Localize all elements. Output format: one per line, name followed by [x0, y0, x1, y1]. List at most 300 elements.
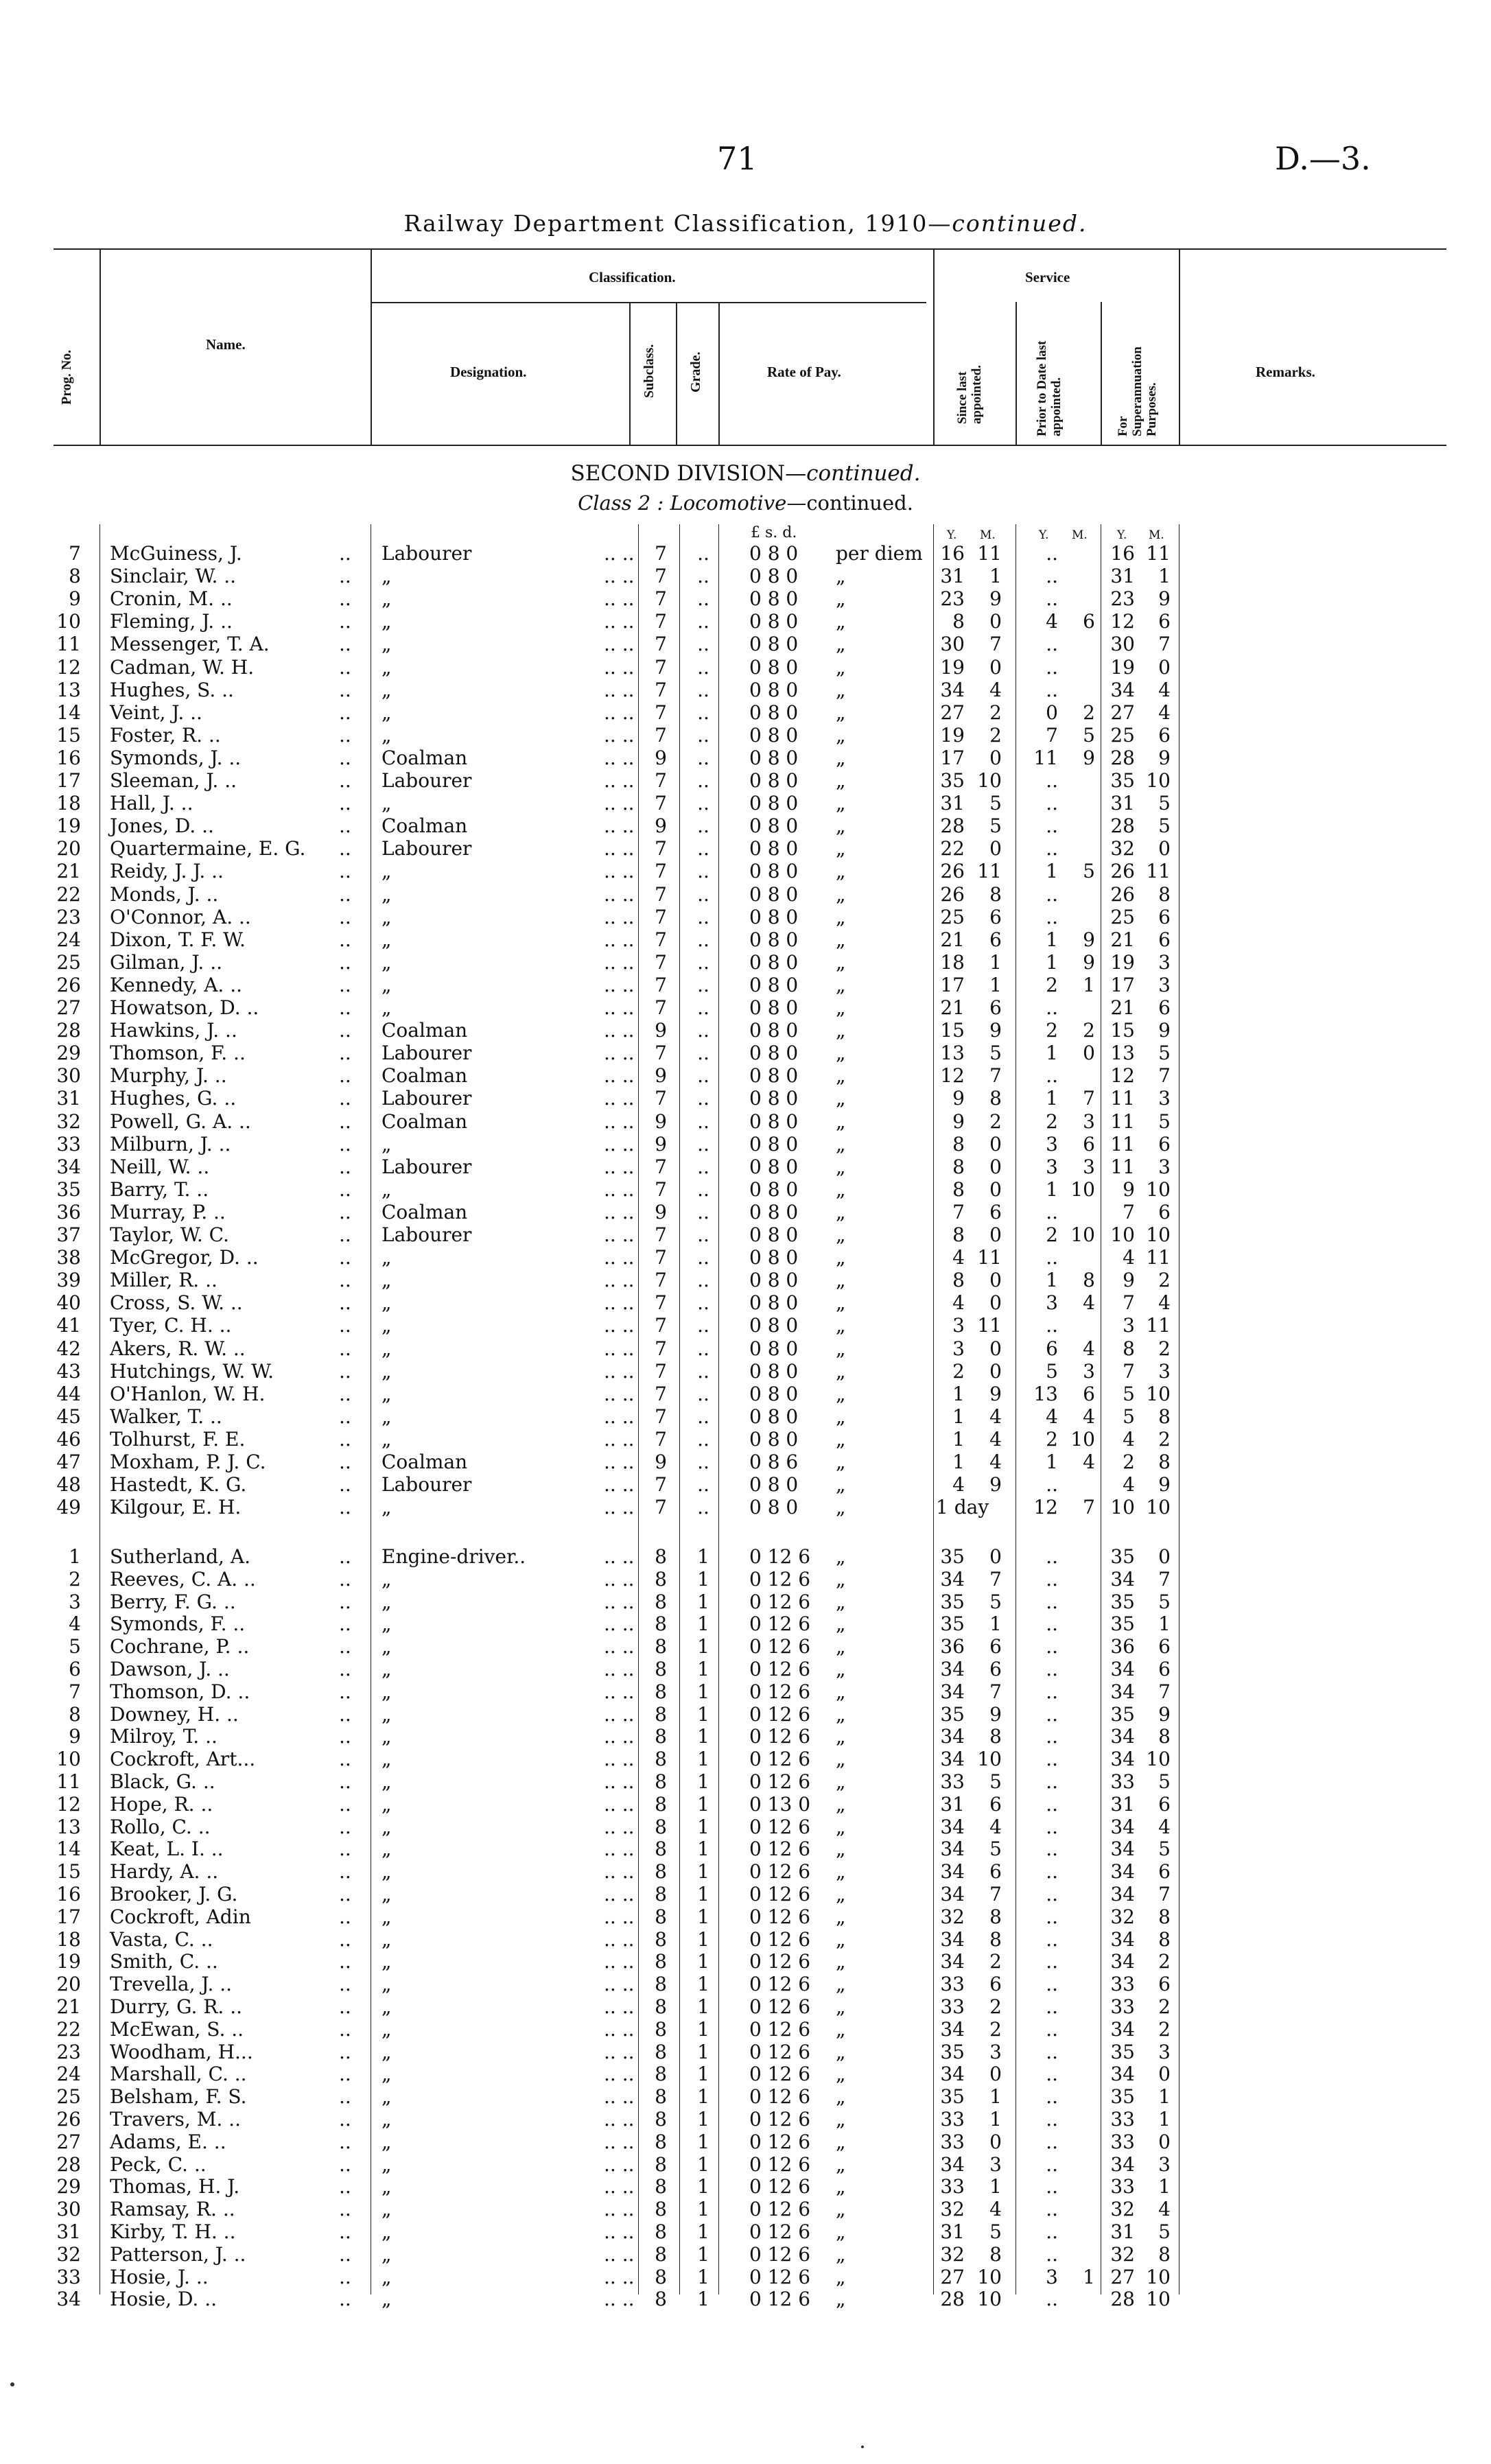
since-last-years: 33 — [940, 1995, 965, 2018]
prior-years: 1 — [1046, 1087, 1058, 1110]
since-last-months: 9 — [989, 1473, 1002, 1497]
prog-no: 5 — [69, 1635, 81, 1658]
super-months: 7 — [1158, 1567, 1171, 1591]
name: Hosie, D. .. — [110, 2288, 218, 2311]
prog-no: 41 — [56, 1314, 81, 1337]
name: Miller, R. .. — [110, 1269, 218, 1292]
leader-dots: .. .. — [604, 610, 635, 633]
leader-dots: .. .. — [604, 1382, 635, 1405]
name: Smith, C. .. — [110, 1950, 218, 1973]
pay-period: „ — [836, 950, 846, 974]
designation: „ — [381, 610, 392, 633]
pay-period: „ — [836, 701, 846, 724]
grade: .. — [697, 701, 709, 724]
prior-years: .. — [1046, 2288, 1058, 2311]
rate-of-pay: 0 12 6 — [749, 1883, 811, 1905]
pay-period: „ — [836, 1635, 846, 1658]
leader-dots: .. — [339, 2265, 351, 2288]
prior-years: .. — [1046, 2152, 1058, 2176]
prior-years: .. — [1046, 1658, 1058, 1680]
leader-dots: .. .. — [604, 1680, 635, 1703]
prior-months: 4 — [1083, 1451, 1095, 1473]
grade: .. — [697, 723, 709, 747]
since-last-months: 8 — [989, 882, 1002, 906]
super-months: 4 — [1158, 701, 1171, 724]
since-last-years: 8 — [952, 1132, 965, 1155]
since-last-years: 8 — [952, 1155, 965, 1178]
rate-of-pay: 0 12 6 — [749, 2040, 811, 2063]
header-divider — [718, 302, 720, 445]
leader-dots: .. .. — [604, 1200, 635, 1223]
prior-years: .. — [1046, 1635, 1058, 1658]
pay-period: „ — [836, 1291, 846, 1315]
since-last-years: 8 — [952, 1269, 965, 1292]
super-months: 9 — [1158, 587, 1171, 611]
super-months: 4 — [1158, 2198, 1171, 2221]
designation: „ — [381, 1725, 392, 1748]
section-title — [0, 461, 1491, 486]
subclass: 7 — [655, 1155, 667, 1178]
designation: Labourer — [381, 837, 472, 860]
super-months: 10 — [1146, 2288, 1171, 2311]
rate-of-pay: 0 8 0 — [749, 1110, 799, 1133]
super-years: 34 — [1110, 1725, 1135, 1748]
designation: „ — [381, 2220, 392, 2243]
name: Hughes, S. .. — [110, 678, 234, 701]
since-last-years: 34 — [940, 2063, 965, 2086]
rate-of-pay: 0 8 0 — [749, 792, 799, 815]
since-last-months: 0 — [989, 837, 1002, 860]
since-last-years: 27 — [940, 701, 965, 724]
rate-of-pay: 0 8 0 — [749, 1200, 799, 1223]
subclass: 7 — [655, 792, 667, 815]
since-last-months-unit: M. — [980, 528, 996, 542]
prior-months-unit: M. — [1072, 528, 1088, 542]
name: McEwan, S. .. — [110, 2017, 244, 2041]
prior-years: .. — [1046, 1995, 1058, 2018]
leader-dots: .. — [339, 1132, 351, 1155]
pay-period: „ — [836, 792, 846, 815]
since-last-years: 2 — [952, 1359, 965, 1383]
subclass: 8 — [655, 1905, 667, 1928]
subclass: 7 — [655, 655, 667, 679]
super-months: 5 — [1158, 1110, 1171, 1133]
body-divider — [1015, 524, 1016, 2295]
rate-of-pay: 0 8 0 — [749, 928, 799, 951]
leader-dots: .. — [339, 2220, 351, 2243]
name: Cadman, W. H. — [110, 655, 255, 679]
since-last-years: 34 — [940, 1658, 965, 1680]
pay-period: „ — [836, 678, 846, 701]
prog-no: 23 — [56, 905, 81, 928]
grade: 1 — [697, 1658, 709, 1680]
super-months: 6 — [1158, 1860, 1171, 1884]
super-months: 6 — [1158, 1132, 1171, 1155]
prog-no: 19 — [56, 814, 81, 838]
super-months: 4 — [1158, 1291, 1171, 1315]
since-last-months: 1 — [989, 2085, 1002, 2109]
super-years: 17 — [1110, 973, 1135, 996]
prior-years: .. — [1046, 2242, 1058, 2266]
leader-dots: .. .. — [604, 996, 635, 1019]
leader-dots: .. .. — [604, 1995, 635, 2018]
subclass: 7 — [655, 1223, 667, 1246]
leader-dots: .. — [339, 1177, 351, 1201]
super-years: 33 — [1110, 1995, 1135, 2018]
leader-dots: .. .. — [604, 746, 635, 769]
super-years: 7 — [1123, 1200, 1135, 1223]
name: Peck, C. .. — [110, 2152, 207, 2176]
name: Akers, R. W. .. — [110, 1337, 246, 1360]
rate-of-pay: 0 8 0 — [749, 769, 799, 792]
designation: „ — [381, 1680, 392, 1703]
leader-dots: .. — [339, 1110, 351, 1133]
prior-years: .. — [1046, 792, 1058, 815]
subclass: 8 — [655, 1860, 667, 1884]
grade: 1 — [697, 1612, 709, 1636]
header-bottom-rule — [54, 445, 1446, 446]
pay-period: „ — [836, 1019, 846, 1042]
leader-dots: .. .. — [604, 1815, 635, 1838]
subclass: 7 — [655, 996, 667, 1019]
leader-dots: .. .. — [604, 1973, 635, 1996]
since-last-months: 0 — [989, 1359, 1002, 1383]
name: Sinclair, W. .. — [110, 565, 237, 588]
since-last-years: 8 — [952, 1223, 965, 1246]
designation: „ — [381, 587, 392, 611]
leader-dots: .. — [339, 2063, 351, 2086]
super-months: 9 — [1158, 1019, 1171, 1042]
leader-dots: .. — [339, 1155, 351, 1178]
designation: Labourer — [381, 542, 472, 565]
grade: 1 — [697, 1770, 709, 1793]
leader-dots: .. — [339, 2130, 351, 2153]
subclass: 8 — [655, 1635, 667, 1658]
since-last-months: 8 — [989, 1905, 1002, 1928]
super-months: 5 — [1158, 1042, 1171, 1065]
ink-speck — [10, 2382, 14, 2386]
designation: „ — [381, 1291, 392, 1315]
since-last-months: 7 — [989, 1567, 1002, 1591]
super-months: 6 — [1158, 610, 1171, 633]
super-years: 15 — [1110, 1019, 1135, 1042]
super-months: 6 — [1158, 1635, 1171, 1658]
since-last-years: 1 day — [936, 1496, 989, 1519]
subclass: 7 — [655, 723, 667, 747]
rate-of-pay: 0 12 6 — [749, 1838, 811, 1861]
since-last-years: 4 — [952, 1246, 965, 1269]
prior-months: 2 — [1083, 1019, 1095, 1042]
subclass: 7 — [655, 860, 667, 883]
leader-dots: .. — [339, 1451, 351, 1473]
designation: „ — [381, 1382, 392, 1405]
leader-dots: .. — [339, 1680, 351, 1703]
since-last-months: 11 — [977, 860, 1002, 883]
prior-years: .. — [1046, 1860, 1058, 1884]
subclass: 7 — [655, 542, 667, 565]
since-last-months: 0 — [989, 655, 1002, 679]
prog-no: 12 — [56, 655, 81, 679]
since-last-months: 0 — [989, 746, 1002, 769]
grade: .. — [697, 1337, 709, 1360]
since-last-months: 10 — [977, 769, 1002, 792]
since-last-months: 2 — [989, 723, 1002, 747]
rate-of-pay: 0 8 0 — [749, 882, 799, 906]
prior-years: .. — [1046, 996, 1058, 1019]
name: Kirby, T. H. .. — [110, 2220, 236, 2243]
name: Marshall, C. .. — [110, 2063, 247, 2086]
leader-dots: .. — [339, 792, 351, 815]
super-years: 34 — [1110, 1838, 1135, 1861]
prior-months: 7 — [1083, 1496, 1095, 1519]
super-years: 35 — [1110, 769, 1135, 792]
prog-no: 24 — [56, 2063, 81, 2086]
since-last-months: 4 — [989, 1815, 1002, 1838]
pay-period: „ — [836, 905, 846, 928]
grade: .. — [697, 996, 709, 1019]
grade: 1 — [697, 1860, 709, 1884]
name: Hastedt, K. G. — [110, 1473, 247, 1497]
rate-of-pay: 0 8 0 — [749, 701, 799, 724]
rate-of-pay: 0 8 0 — [749, 678, 799, 701]
grade: 1 — [697, 1590, 709, 1613]
grade: 1 — [697, 1905, 709, 1928]
super-months: 1 — [1158, 2175, 1171, 2198]
name: Symonds, F. .. — [110, 1612, 246, 1636]
super-months: 9 — [1158, 1702, 1171, 1726]
super-years: 8 — [1123, 1337, 1135, 1360]
prog-no: 43 — [56, 1359, 81, 1383]
leader-dots: .. .. — [604, 1545, 635, 1568]
pay-period: „ — [836, 1815, 846, 1838]
leader-dots: .. — [339, 1269, 351, 1292]
leader-dots: .. — [339, 701, 351, 724]
leader-dots: .. — [339, 1042, 351, 1065]
prog-no: 27 — [56, 996, 81, 1019]
prog-no: 30 — [56, 1064, 81, 1088]
leader-dots: .. .. — [604, 1748, 635, 1771]
grade: .. — [697, 1200, 709, 1223]
leader-dots: .. .. — [604, 792, 635, 815]
name: Walker, T. .. — [110, 1405, 222, 1428]
prog-no: 38 — [56, 1246, 81, 1269]
leader-dots: .. .. — [604, 950, 635, 974]
designation: „ — [381, 1590, 392, 1613]
designation: „ — [381, 1702, 392, 1726]
since-last-years: 34 — [940, 1748, 965, 1771]
page-title — [0, 210, 1491, 237]
subclass: 7 — [655, 1473, 667, 1497]
header-divider — [1179, 248, 1180, 445]
leader-dots: .. — [339, 1019, 351, 1042]
rate-of-pay: 0 12 6 — [749, 2017, 811, 2041]
pay-period: „ — [836, 2175, 846, 2198]
super-months: 2 — [1158, 2017, 1171, 2041]
prog-no: 45 — [56, 1405, 81, 1428]
designation: „ — [381, 2108, 392, 2131]
leader-dots: .. .. — [604, 928, 635, 951]
rate-of-pay: 0 12 6 — [749, 1860, 811, 1884]
since-last-months: 0 — [989, 1269, 1002, 1292]
name: Barry, T. .. — [110, 1177, 209, 1201]
prog-no: 24 — [56, 928, 81, 951]
grade: .. — [697, 928, 709, 951]
super-months: 0 — [1158, 2063, 1171, 2086]
pay-period: „ — [836, 860, 846, 883]
since-last-years: 8 — [952, 610, 965, 633]
prog-no: 33 — [56, 1132, 81, 1155]
designation: „ — [381, 1635, 392, 1658]
prior-years: 13 — [1033, 1382, 1058, 1405]
since-last-years: 22 — [940, 837, 965, 860]
prior-years: .. — [1046, 1612, 1058, 1636]
leader-dots: .. .. — [604, 2152, 635, 2176]
super-months: 8 — [1158, 2242, 1171, 2266]
since-last-years: 31 — [940, 2220, 965, 2243]
since-last-months: 4 — [989, 1405, 1002, 1428]
subclass: 7 — [655, 1405, 667, 1428]
subclass: 8 — [655, 1545, 667, 1568]
prior-years: .. — [1046, 1950, 1058, 1973]
leader-dots: .. — [339, 2288, 351, 2311]
rate-of-pay: 0 12 6 — [749, 1545, 811, 1568]
rate-of-pay: 0 8 0 — [749, 837, 799, 860]
designation: „ — [381, 882, 392, 906]
subclass: 9 — [655, 1132, 667, 1155]
since-last-months: 3 — [989, 2152, 1002, 2176]
since-last-years: 31 — [940, 565, 965, 588]
since-last-months: 6 — [989, 1658, 1002, 1680]
super-months: 4 — [1158, 678, 1171, 701]
name: Berry, F. G. .. — [110, 1590, 236, 1613]
super-months: 2 — [1158, 1995, 1171, 2018]
leader-dots: .. .. — [604, 1019, 635, 1042]
name: Neill, W. .. — [110, 1155, 210, 1178]
since-last-months: 10 — [977, 1748, 1002, 1771]
since-last-months: 8 — [989, 1927, 1002, 1951]
prior-years: 12 — [1033, 1496, 1058, 1519]
since-last-years: 34 — [940, 2017, 965, 2041]
name: Monds, J. .. — [110, 882, 219, 906]
pay-period: „ — [836, 1792, 846, 1816]
designation: „ — [381, 701, 392, 724]
leader-dots: .. .. — [604, 678, 635, 701]
designation: Coalman — [381, 1019, 468, 1042]
since-last-months: 1 — [989, 2175, 1002, 2198]
pay-period: „ — [836, 1246, 846, 1269]
grade: .. — [697, 769, 709, 792]
since-last-years: 21 — [940, 928, 965, 951]
designation: „ — [381, 1748, 392, 1771]
designation: Coalman — [381, 746, 468, 769]
since-last-years: 17 — [940, 746, 965, 769]
since-last-years: 9 — [952, 1087, 965, 1110]
since-last-years: 35 — [940, 2085, 965, 2109]
rate-of-pay: 0 12 6 — [749, 1590, 811, 1613]
super-months: 5 — [1158, 1838, 1171, 1861]
since-last-years: 35 — [940, 1702, 965, 1726]
pay-period: „ — [836, 2063, 846, 2086]
rate-of-pay: 0 8 0 — [749, 1132, 799, 1155]
pay-period: „ — [836, 1612, 846, 1636]
prior-months: 4 — [1083, 1405, 1095, 1428]
designation: „ — [381, 1567, 392, 1591]
prior-months: 2 — [1083, 701, 1095, 724]
since-last-years: 34 — [940, 678, 965, 701]
subclass: 8 — [655, 2040, 667, 2063]
pay-period: „ — [836, 633, 846, 656]
pay-period: „ — [836, 1973, 846, 1996]
super-years: 28 — [1110, 746, 1135, 769]
since-last-years: 26 — [940, 860, 965, 883]
name: Messenger, T. A. — [110, 633, 270, 656]
pay-period: „ — [836, 2108, 846, 2131]
prior-years: .. — [1046, 1792, 1058, 1816]
rate-of-pay: 0 8 0 — [749, 1246, 799, 1269]
designation: „ — [381, 996, 392, 1019]
since-last-months: 11 — [977, 542, 1002, 565]
subclass: 8 — [655, 2265, 667, 2288]
grade: .. — [697, 1064, 709, 1088]
designation: „ — [381, 1314, 392, 1337]
prior-years: 4 — [1046, 1405, 1058, 1428]
super-years: 10 — [1110, 1223, 1135, 1246]
grade: .. — [697, 905, 709, 928]
prior-months: 10 — [1070, 1177, 1095, 1201]
prior-years: 2 — [1046, 1427, 1058, 1451]
subclass: 8 — [655, 2063, 667, 2086]
pay-period: per diem — [836, 542, 923, 565]
rate-of-pay: 0 12 6 — [749, 1815, 811, 1838]
since-last-years: 34 — [940, 2152, 965, 2176]
super-years: 26 — [1110, 860, 1135, 883]
super-months: 3 — [1158, 1087, 1171, 1110]
subclass: 9 — [655, 1064, 667, 1088]
super-years: 33 — [1110, 1770, 1135, 1793]
name: Gilman, J. .. — [110, 950, 223, 974]
prior-years: .. — [1046, 1246, 1058, 1269]
name: Dawson, J. .. — [110, 1658, 230, 1680]
leader-dots: .. .. — [604, 1473, 635, 1497]
prog-no: 4 — [69, 1612, 81, 1636]
super-months: 3 — [1158, 2152, 1171, 2176]
super-months: 11 — [1146, 860, 1171, 883]
subclass: 9 — [655, 1200, 667, 1223]
designation: Labourer — [381, 769, 472, 792]
prior-years: 3 — [1046, 1155, 1058, 1178]
grade: 1 — [697, 2220, 709, 2243]
designation: „ — [381, 1927, 392, 1951]
subclass: 8 — [655, 2198, 667, 2221]
prior-years: .. — [1046, 1770, 1058, 1793]
leader-dots: .. — [339, 1860, 351, 1884]
super-years: 34 — [1110, 1950, 1135, 1973]
super-years: 4 — [1123, 1473, 1135, 1497]
pay-period: „ — [836, 882, 846, 906]
leader-dots: .. .. — [604, 1337, 635, 1360]
leader-dots: .. — [339, 610, 351, 633]
since-last-months: 1 — [989, 950, 1002, 974]
super-months: 2 — [1158, 1337, 1171, 1360]
prog-no: 30 — [56, 2198, 81, 2221]
since-last-years: 34 — [940, 1883, 965, 1905]
super-months: 0 — [1158, 2130, 1171, 2153]
super-years: 28 — [1110, 814, 1135, 838]
header-divider — [1015, 302, 1017, 445]
name: McGregor, D. .. — [110, 1246, 259, 1269]
name: Belsham, F. S. — [110, 2085, 247, 2109]
rate-of-pay: 0 12 6 — [749, 1950, 811, 1973]
